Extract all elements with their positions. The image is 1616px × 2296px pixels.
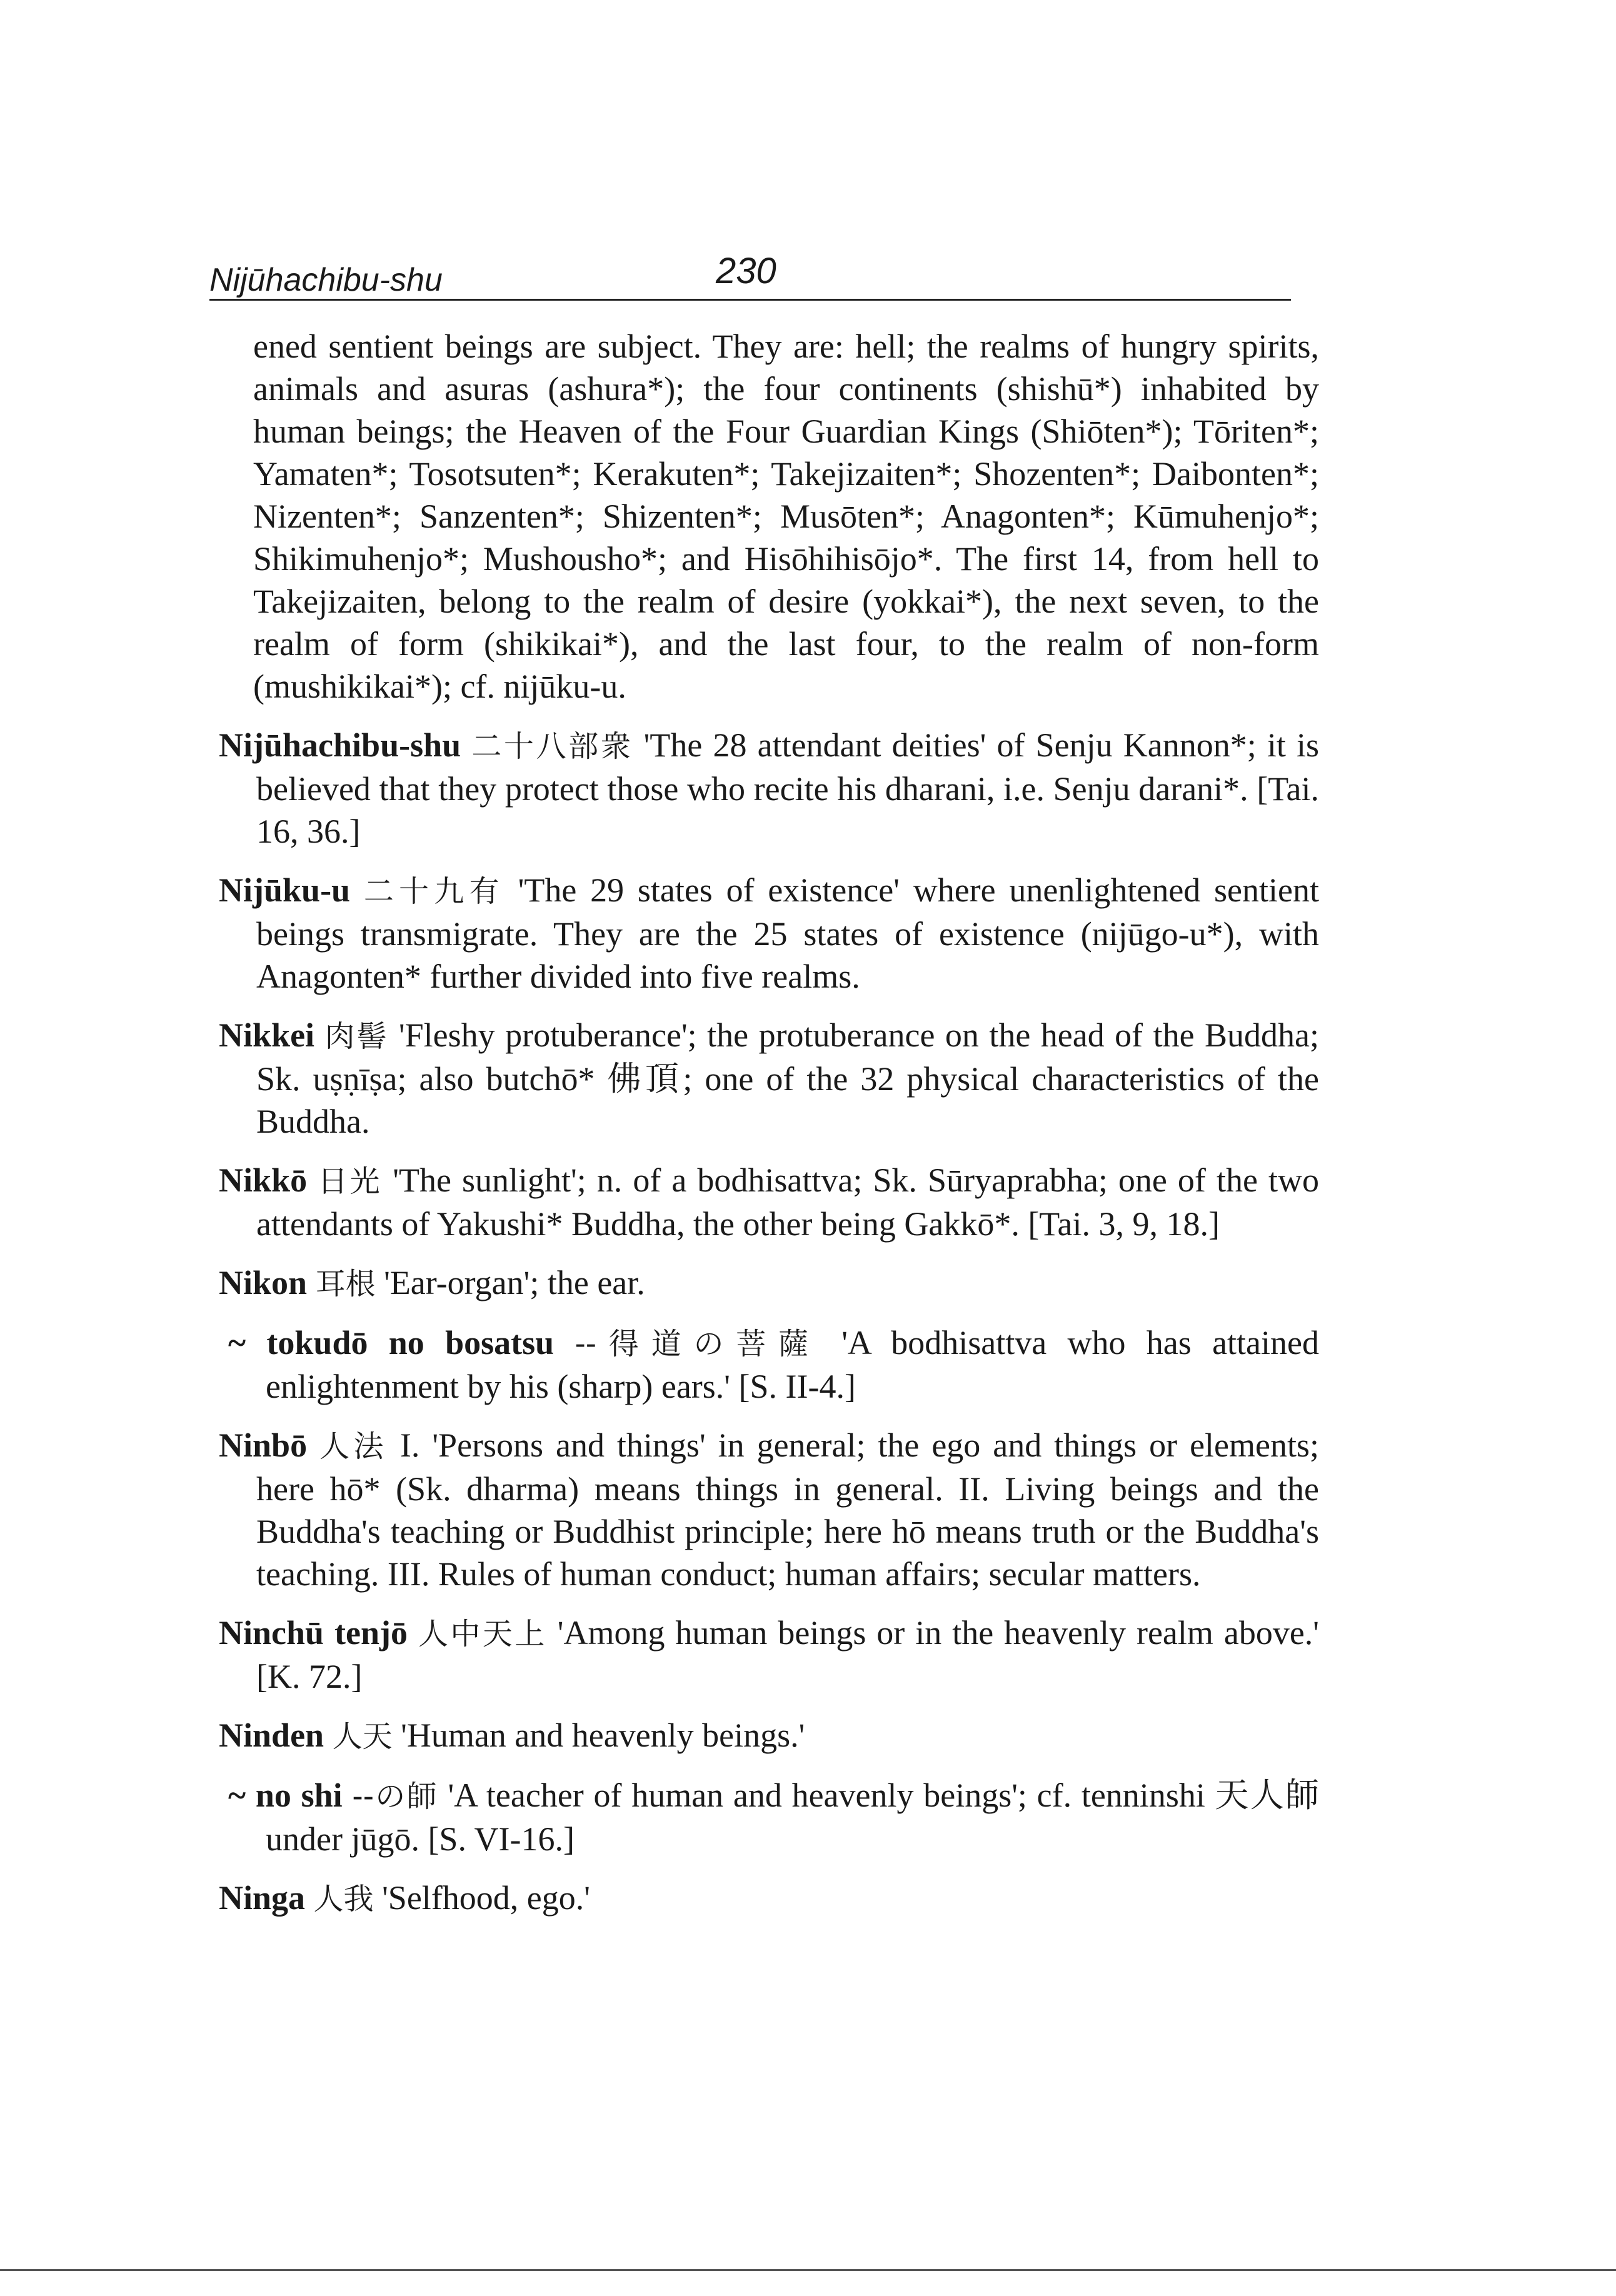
entry-nijuhachibu-shu bbox=[219, 724, 1319, 853]
entry-ninbo bbox=[219, 1424, 1319, 1595]
definition: 'Among human beings or in the heavenly realm above.' [K. 72.] bbox=[256, 1614, 1320, 1695]
definition: 'The 29 states of existence' where unenlightened sentient beings transmigrate. They are the 25 states of existence (nijūgo-u*), with Anagonten* further divided into five realms. bbox=[256, 871, 1319, 995]
headword: Ninbō bbox=[219, 1426, 308, 1464]
footer-rule bbox=[0, 2269, 1616, 2271]
definition: 'The sunlight'; n. of a bodhisattva; Sk. Sūryaprabha; one of the two attendants of Yakushi* Buddha, the other being Gakkō*. [Tai. 3, 9, 18.] bbox=[256, 1161, 1319, 1243]
headword-kanji: 人我 bbox=[313, 1882, 374, 1917]
headword: Nikon bbox=[219, 1264, 308, 1301]
headword: Ninga bbox=[219, 1879, 306, 1917]
header-rule bbox=[209, 299, 1291, 301]
headword: Ninchū tenjō bbox=[219, 1614, 408, 1652]
definition: I. 'Persons and things' in general; the ego and things or elements; here hō* (Sk. dharma) means things in general. II. Living beings and the Buddha's teaching or Buddhist principle; here hō means truth or the Buddha's teaching. III. Rules of human conduct; human affairs; secular matters. bbox=[256, 1426, 1319, 1593]
headword: Nijūku-u bbox=[219, 871, 351, 909]
headword-kanji: 人天 bbox=[332, 1719, 393, 1754]
continued-definition: ened sentient beings are subject. They are: hell; the realms of hungry spirits, animals and asuras (ashura*); the four continents (shishū*) inhabited by human beings; the Heaven of the Four Guardian Kings (Shiōten*); Tōriten*; Yamaten*; Tosotsuten*; Kerakuten*; Takejizaiten*; Shozenten*; Daibonten*; Nizenten*; Sanzenten*; Shizenten*; Musōten*; Anagonten*; Kūmuhenjo*; Shikimuhenjo*; Mushousho*; and Hisōhihisōjo*. The first 14, from hell to Takejizaiten, belong to the realm of desire (yokkai*), the next seven, to the realm of form (shikikai*), and the last four, to the realm of non-form (mushikikai*); cf. nijūku-u. bbox=[253, 328, 1319, 705]
headword: no shi bbox=[255, 1777, 343, 1814]
headword-kanji: --得道の菩薩 bbox=[575, 1326, 821, 1361]
definition: 'A teacher of human and heavenly beings'; cf. tenninshi 天人師 under jūgō. [S. VI-16.] bbox=[266, 1777, 1320, 1858]
headword-kanji: 人中天上 bbox=[418, 1617, 547, 1652]
headword: Nikkō bbox=[219, 1161, 308, 1199]
entry-ninchu-tenjo bbox=[219, 1612, 1319, 1698]
headword-kanji: 二十九有 bbox=[363, 874, 504, 909]
definition: 'Ear-organ'; the ear. bbox=[384, 1264, 645, 1301]
page-header bbox=[209, 250, 1291, 306]
headword: Ninden bbox=[219, 1717, 324, 1754]
running-head: Nijūhachibu-shu bbox=[209, 262, 443, 298]
headword: tokudō no bosatsu bbox=[266, 1324, 555, 1361]
entry-nikon bbox=[219, 1261, 1319, 1305]
headword: Nikkei bbox=[219, 1016, 315, 1054]
entry-ninden bbox=[219, 1714, 1319, 1758]
entry-nikkei bbox=[219, 1014, 1319, 1143]
headword-kanji: 二十八部衆 bbox=[471, 729, 633, 764]
entry-nijuku-u bbox=[219, 869, 1319, 998]
definition: 'Fleshy protuberance'; the protuberance on the head of the Buddha; Sk. uṣṇīṣa; also butchō* 佛頂; one of the 32 physical characteristics of the Buddha. bbox=[256, 1016, 1320, 1140]
definition: 'The 28 attendant deities' of Senju Kannon*; it is believed that they protect those who recite his dharani, i.e. Senju darani*. [Tai. 16, 36.] bbox=[256, 726, 1319, 850]
tilde-mark: ~ bbox=[228, 1777, 246, 1814]
page-number: 230 bbox=[716, 251, 776, 291]
subentry-tokudo-no-bosatsu bbox=[219, 1321, 1319, 1408]
headword-kanji: --の師 bbox=[352, 1779, 438, 1814]
definition: 'A bodhisattva who has attained enlightenment by his (sharp) ears.' [S. II-4.] bbox=[266, 1324, 1319, 1405]
tilde-mark: ~ bbox=[228, 1324, 246, 1361]
subentry-no-shi bbox=[219, 1774, 1319, 1860]
headword: Nijūhachibu-shu bbox=[219, 726, 461, 764]
headword-kanji: 人法 bbox=[319, 1429, 388, 1464]
entry-nikko bbox=[219, 1159, 1319, 1245]
headword-kanji: 日光 bbox=[318, 1164, 383, 1199]
dictionary-text bbox=[219, 325, 1319, 1937]
definition: 'Selfhood, ego.' bbox=[382, 1879, 590, 1917]
headword-kanji: 肉髻 bbox=[324, 1019, 389, 1054]
headword-kanji: 耳根 bbox=[315, 1266, 376, 1301]
entry-ninga bbox=[219, 1877, 1319, 1920]
definition: 'Human and heavenly beings.' bbox=[401, 1717, 805, 1754]
